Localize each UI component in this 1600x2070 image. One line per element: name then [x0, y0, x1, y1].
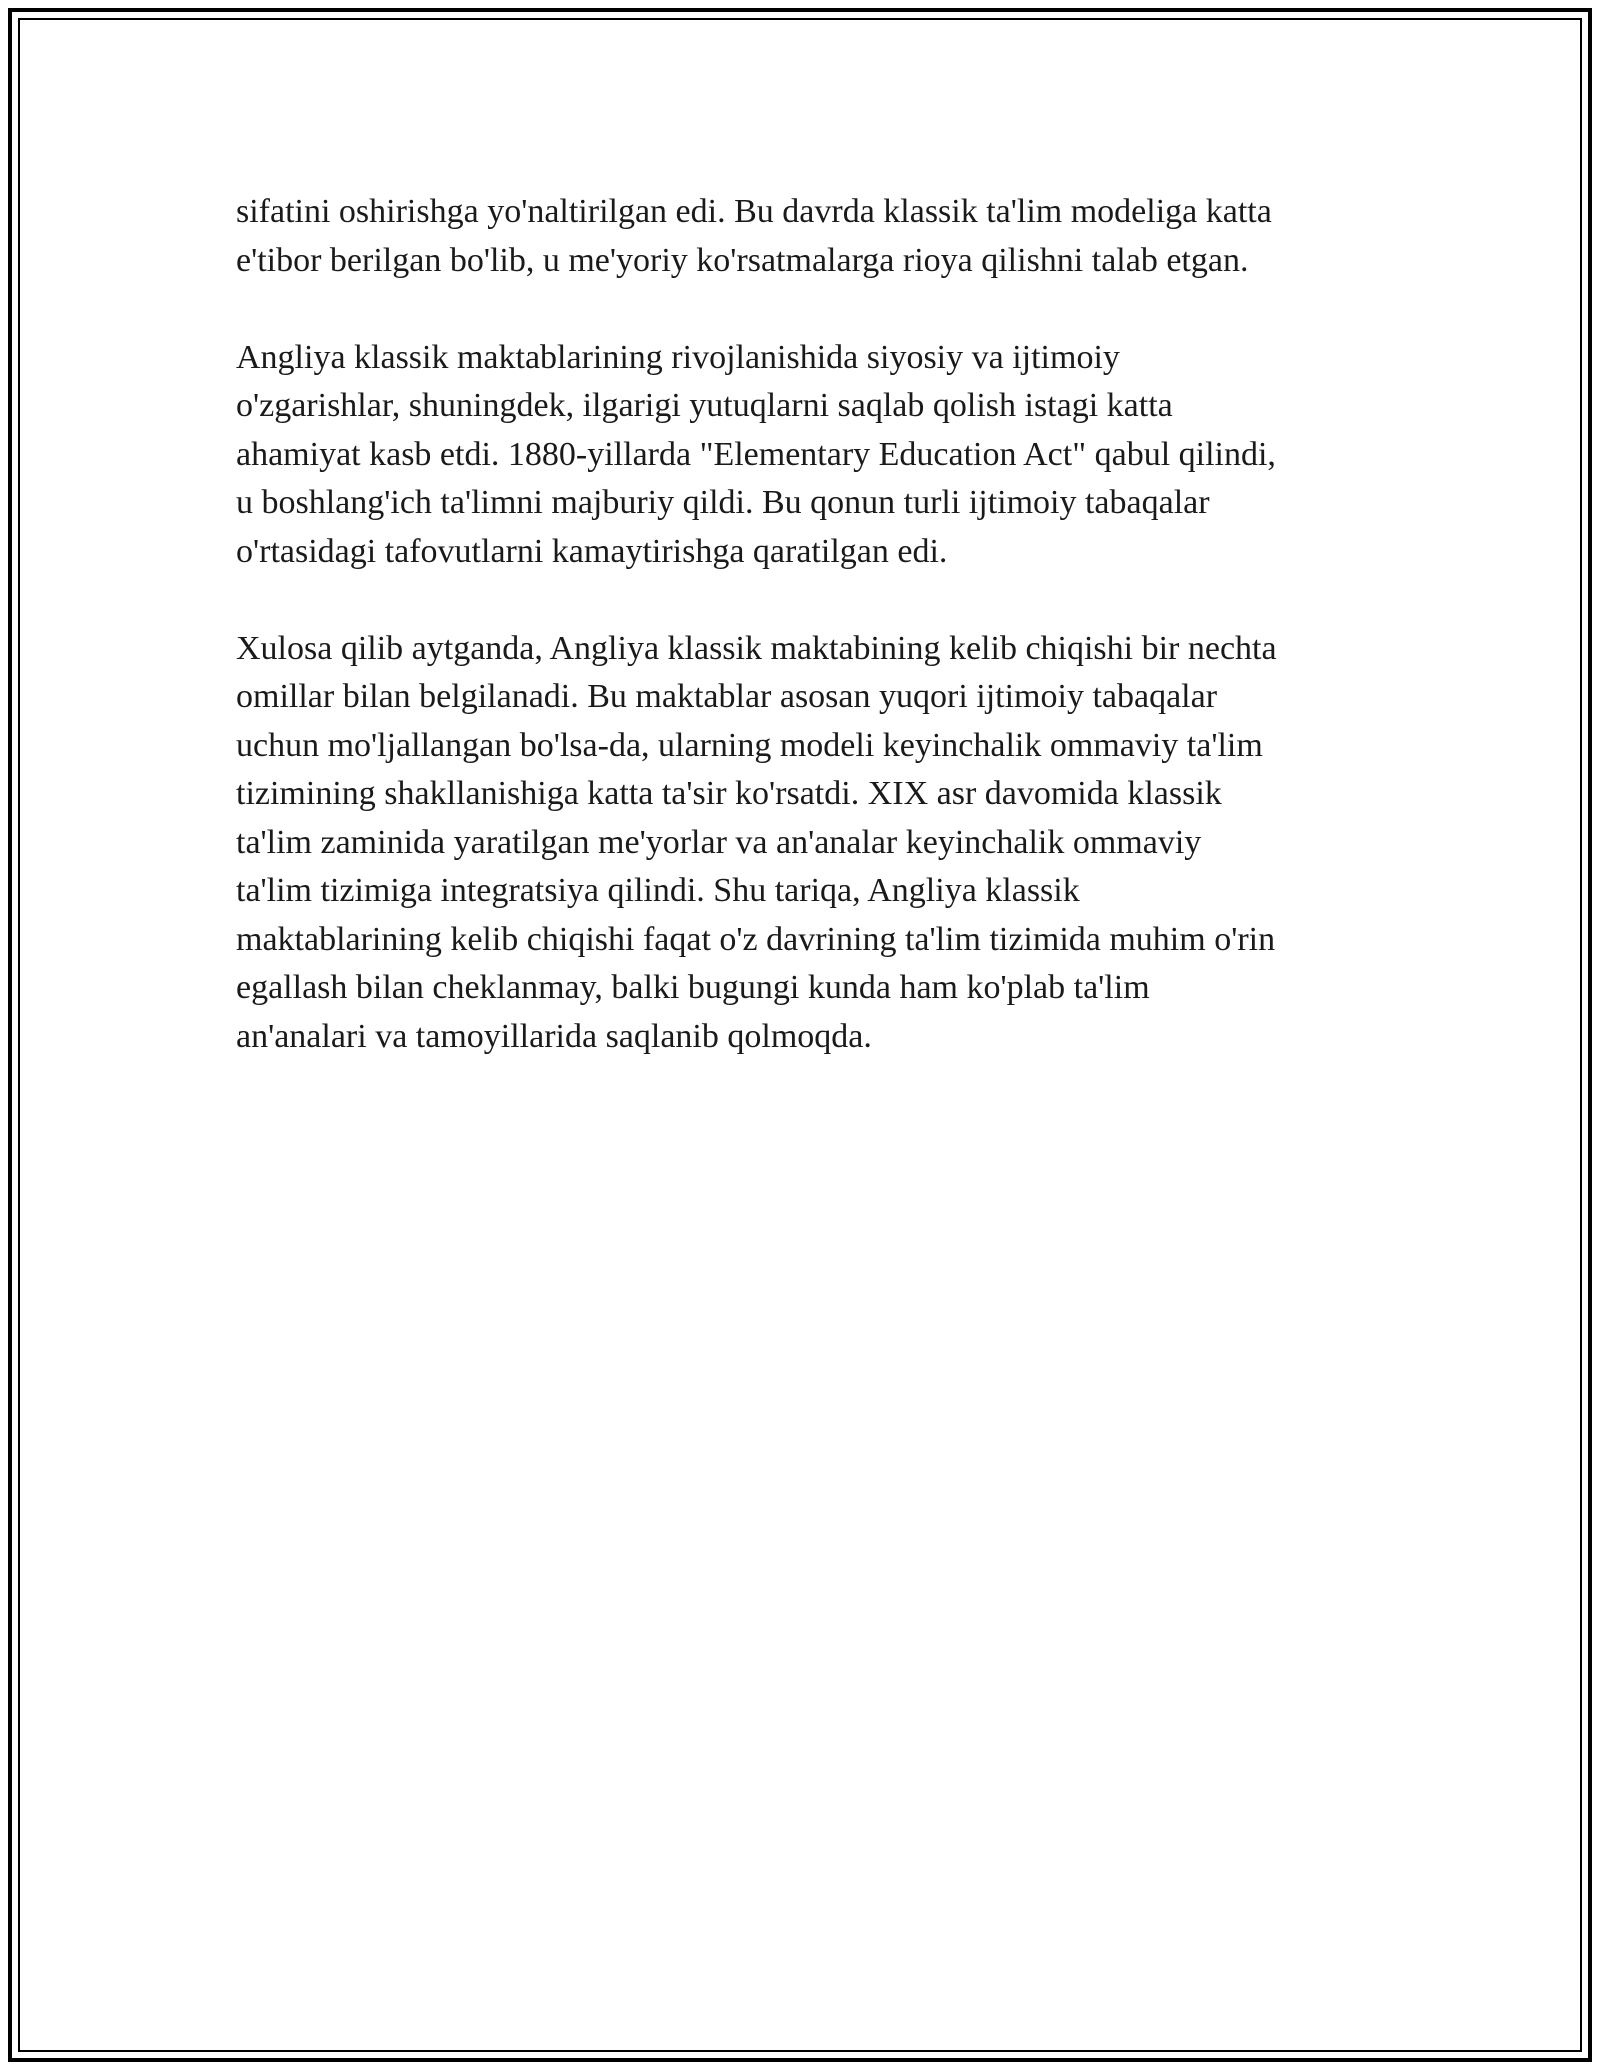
document-body: [236, 188, 1376, 1110]
paragraph-3: Xulosa qilib aytganda, Angliya klassik maktabining kelib chiqishi bir nechta omillar bilan belgilanadi. Bu maktablar asosan yuqori ijtimoiy tabaqalar uchun mo'ljallangan bo'lsa-da, ularning modeli keyinchalik ommaviy ta'lim tizimining shakllanishiga katta ta'sir ko'rsatdi. XIX asr davomida klassik ta'lim zaminida yaratilgan me'yorlar va an'analar keyinchalik ommaviy ta'lim tizimiga integratsiya qilindi. Shu tariqa, Angliya klassik maktablarining kelib chiqishi faqat o'z davrining ta'lim tizimida muhim o'rin egallash bilan cheklanmay, balki bugungi kunda ham ko'plab ta'lim an'analari va tamoyillarida saqlanib qolmoqda.: [236, 629, 1277, 1055]
paragraph-2: Angliya klassik maktablarining rivojlanishida siyosiy va ijtimoiy o'zgarishlar, shuningdek, ilgarigi yutuqlarni saqlab qolish istagi katta ahamiyat kasb etdi. 1880-yillarda "Elementary Education Act" qabul qilindi, u boshlang'ich ta'limni majburiy qildi. Bu qonun turli ijtimoiy tabaqalar o'rtasidagi tafovutlarni kamaytirishga qaratilgan edi.: [236, 338, 1276, 570]
paragraph-1: sifatini oshirishga yo'naltirilgan edi. Bu davrda klassik ta'lim modeliga katta e'tibor berilgan bo'lib, u me'yoriy ko'rsatmalarga rioya qilishni talab etgan.: [236, 193, 1272, 279]
